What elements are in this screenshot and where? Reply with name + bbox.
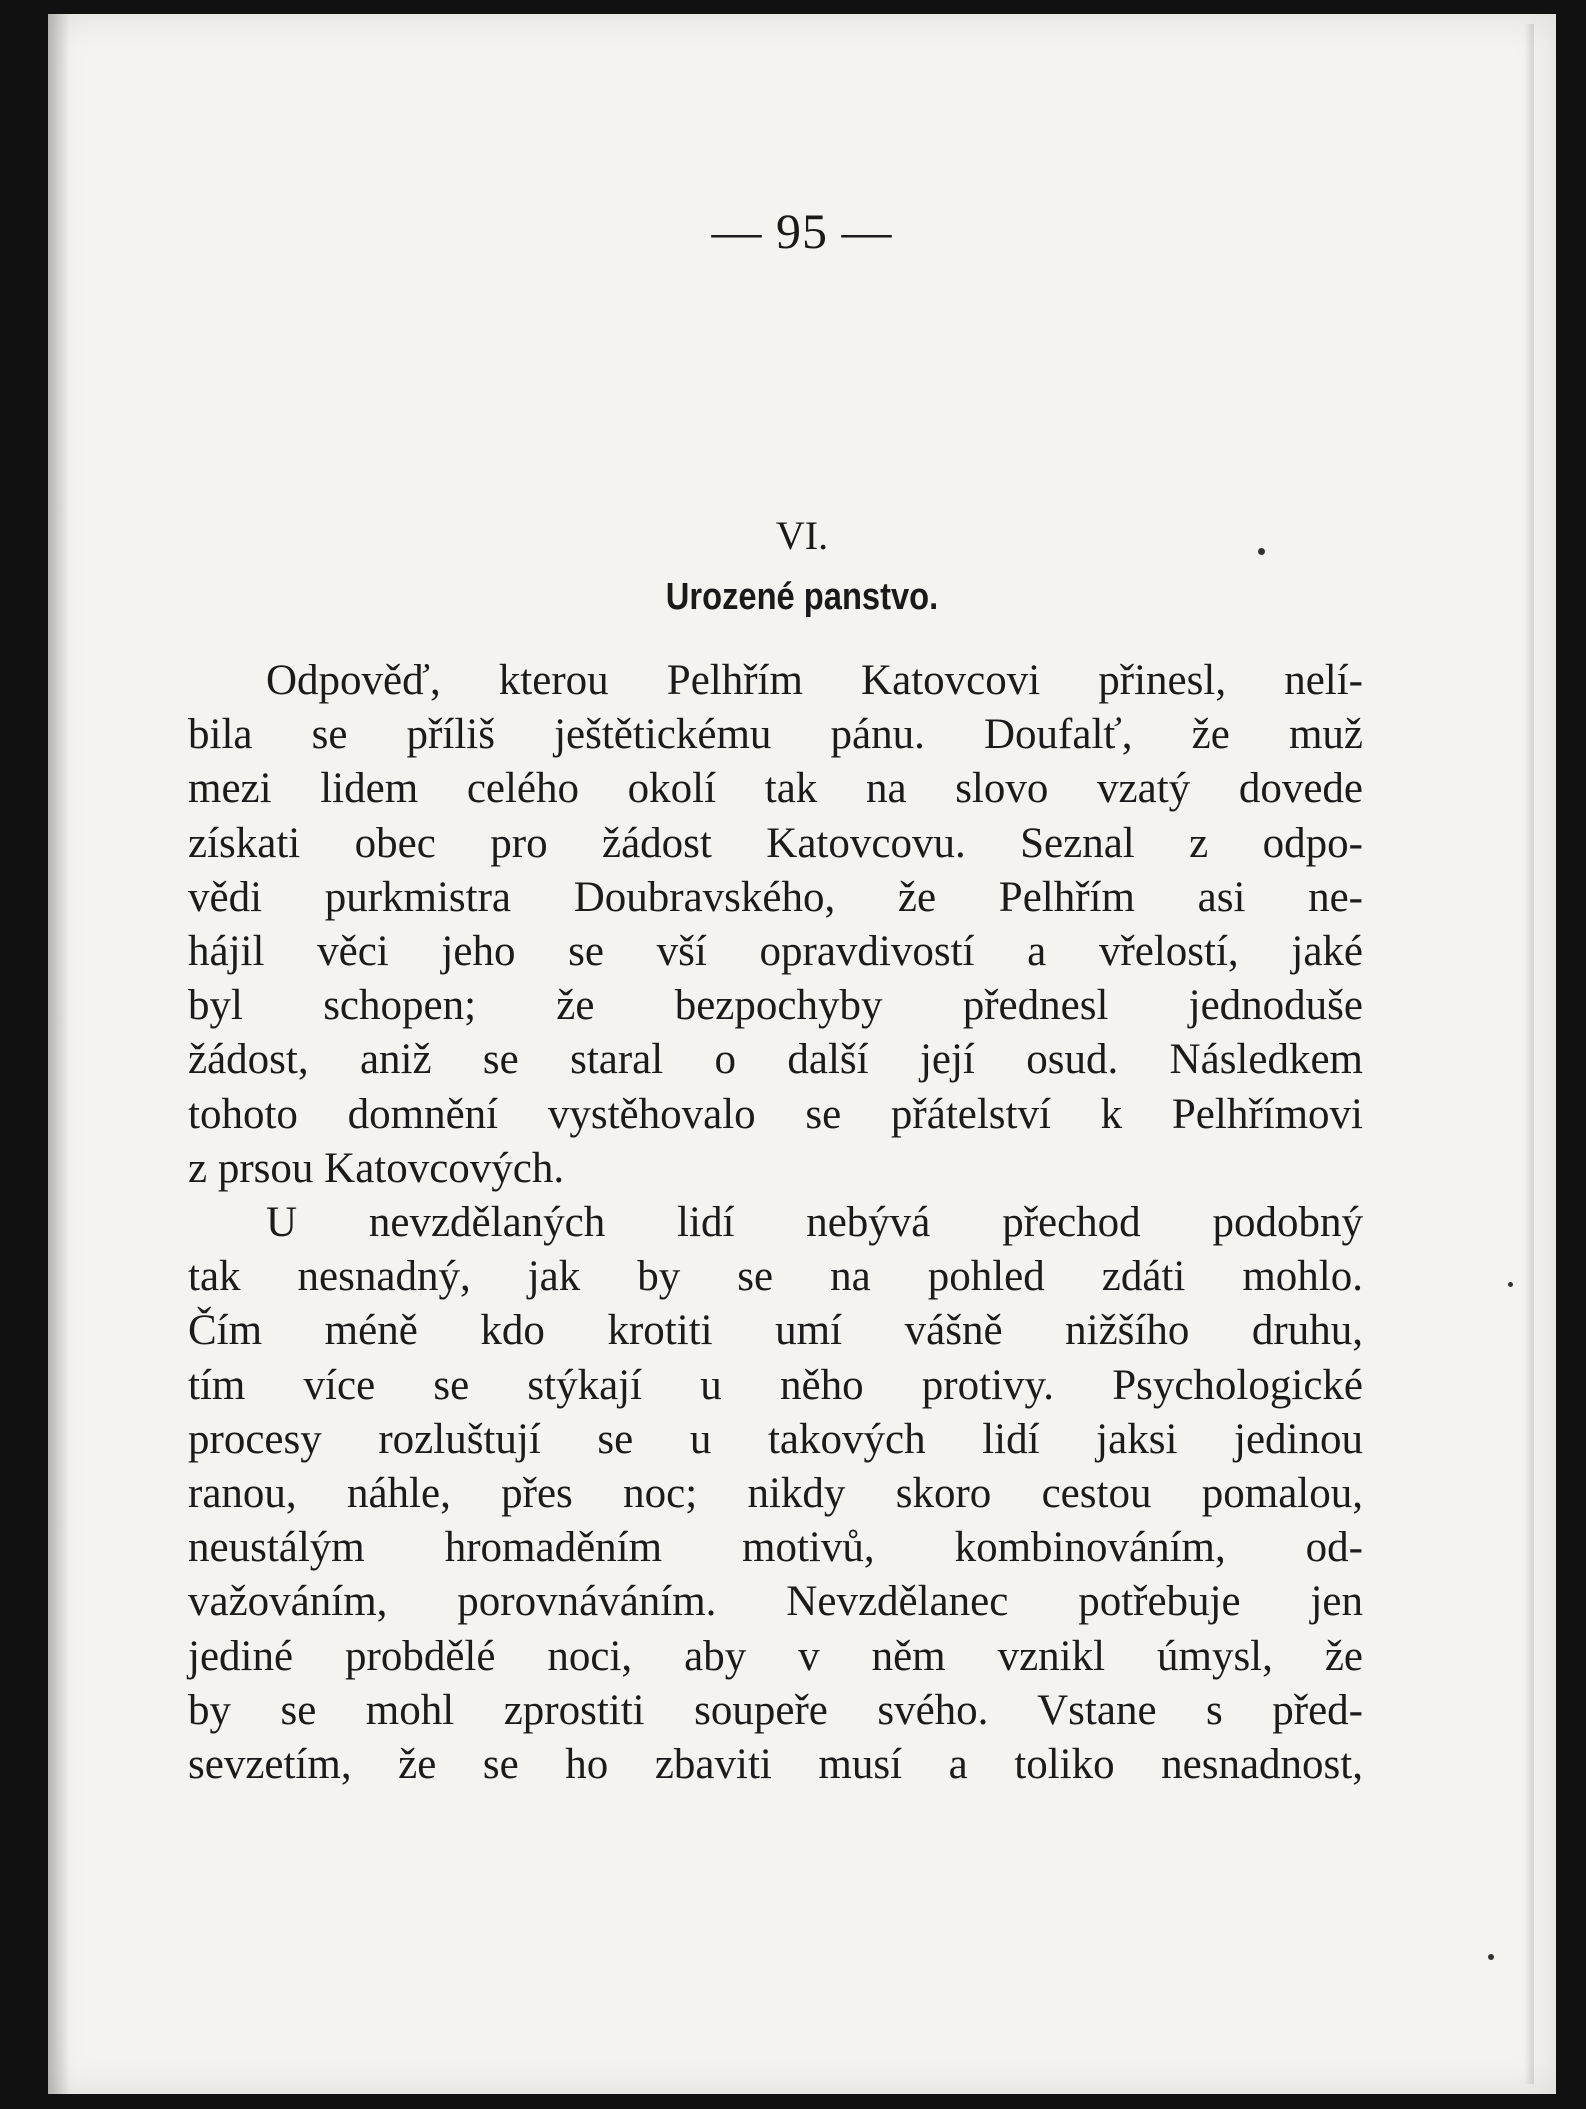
- text-line: ranou, náhle, přes noc; nikdy skoro cestou pomalou,: [188, 1470, 1363, 1518]
- spine-shadow: [48, 14, 70, 2094]
- scan-speck: [1258, 548, 1265, 555]
- chapter-number: VI.: [775, 513, 829, 558]
- text-line: neustálým hromaděním motivů, kombinováním, od-: [188, 1524, 1363, 1572]
- page-number: — 95 —: [711, 203, 893, 259]
- text-line: važováním, porovnáváním. Nevzdělanec potřebuje jen: [188, 1578, 1363, 1626]
- text-line: jediné probdělé noci, aby v něm vznikl úmysl, že: [188, 1632, 1363, 1680]
- text-line: získati obec pro žádost Katovcovu. Seznal z odpo-: [188, 819, 1363, 867]
- scan-speck: [1488, 1954, 1494, 1960]
- text-line: procesy rozluštují se u takových lidí jaksi jedinou: [188, 1415, 1363, 1463]
- book-page: [48, 14, 1556, 2094]
- text-line: sevzetím, že se ho zbaviti musí a toliko nesnadnost,: [188, 1741, 1363, 1789]
- text-line: mezi lidem celého okolí tak na slovo vzatý dovede: [188, 765, 1363, 813]
- text-line: byl schopen; že bezpochyby přednesl jednoduše: [188, 982, 1363, 1030]
- scan-speck: [1508, 1282, 1513, 1287]
- text-line: tím více se stýkají u něho protivy. Psychologické: [188, 1361, 1363, 1409]
- text-line: tak nesnadný, jak by se na pohled zdáti mohlo.: [188, 1253, 1363, 1301]
- paragraph-1: [188, 654, 1363, 1196]
- paragraph-2: [188, 1196, 1363, 1792]
- text-line: z prsou Katovcových.: [188, 1144, 565, 1192]
- body-text: [188, 654, 1363, 1792]
- text-line: tohoto domnění vystěhovalo se přátelství k Pelhřímovi: [188, 1090, 1363, 1138]
- text-line: žádost, aniž se staral o další její osud. Následkem: [188, 1036, 1363, 1084]
- text-line: U nevzdělaných lidí nebývá přechod podobný: [266, 1199, 1363, 1247]
- page-edge-shadow: [1524, 24, 1534, 2084]
- text-line: Čím méně kdo krotiti umí vášně nižšího druhu,: [188, 1307, 1363, 1355]
- text-line: vědi purkmistra Doubravského, že Pelhřím asi ne-: [188, 873, 1363, 921]
- text-line: Odpověď, kterou Pelhřím Katovcovi přinesl, nelí-: [266, 657, 1363, 704]
- chapter-title: Urozené panstvo.: [665, 576, 939, 618]
- text-line: hájil věci jeho se vší opravdivostí a vřelostí, jaké: [188, 928, 1363, 976]
- text-line: bila se příliš ještětickému pánu. Doufalť, že muž: [188, 711, 1363, 759]
- text-line: by se mohl zprostiti soupeře svého. Vstane s před-: [188, 1686, 1363, 1734]
